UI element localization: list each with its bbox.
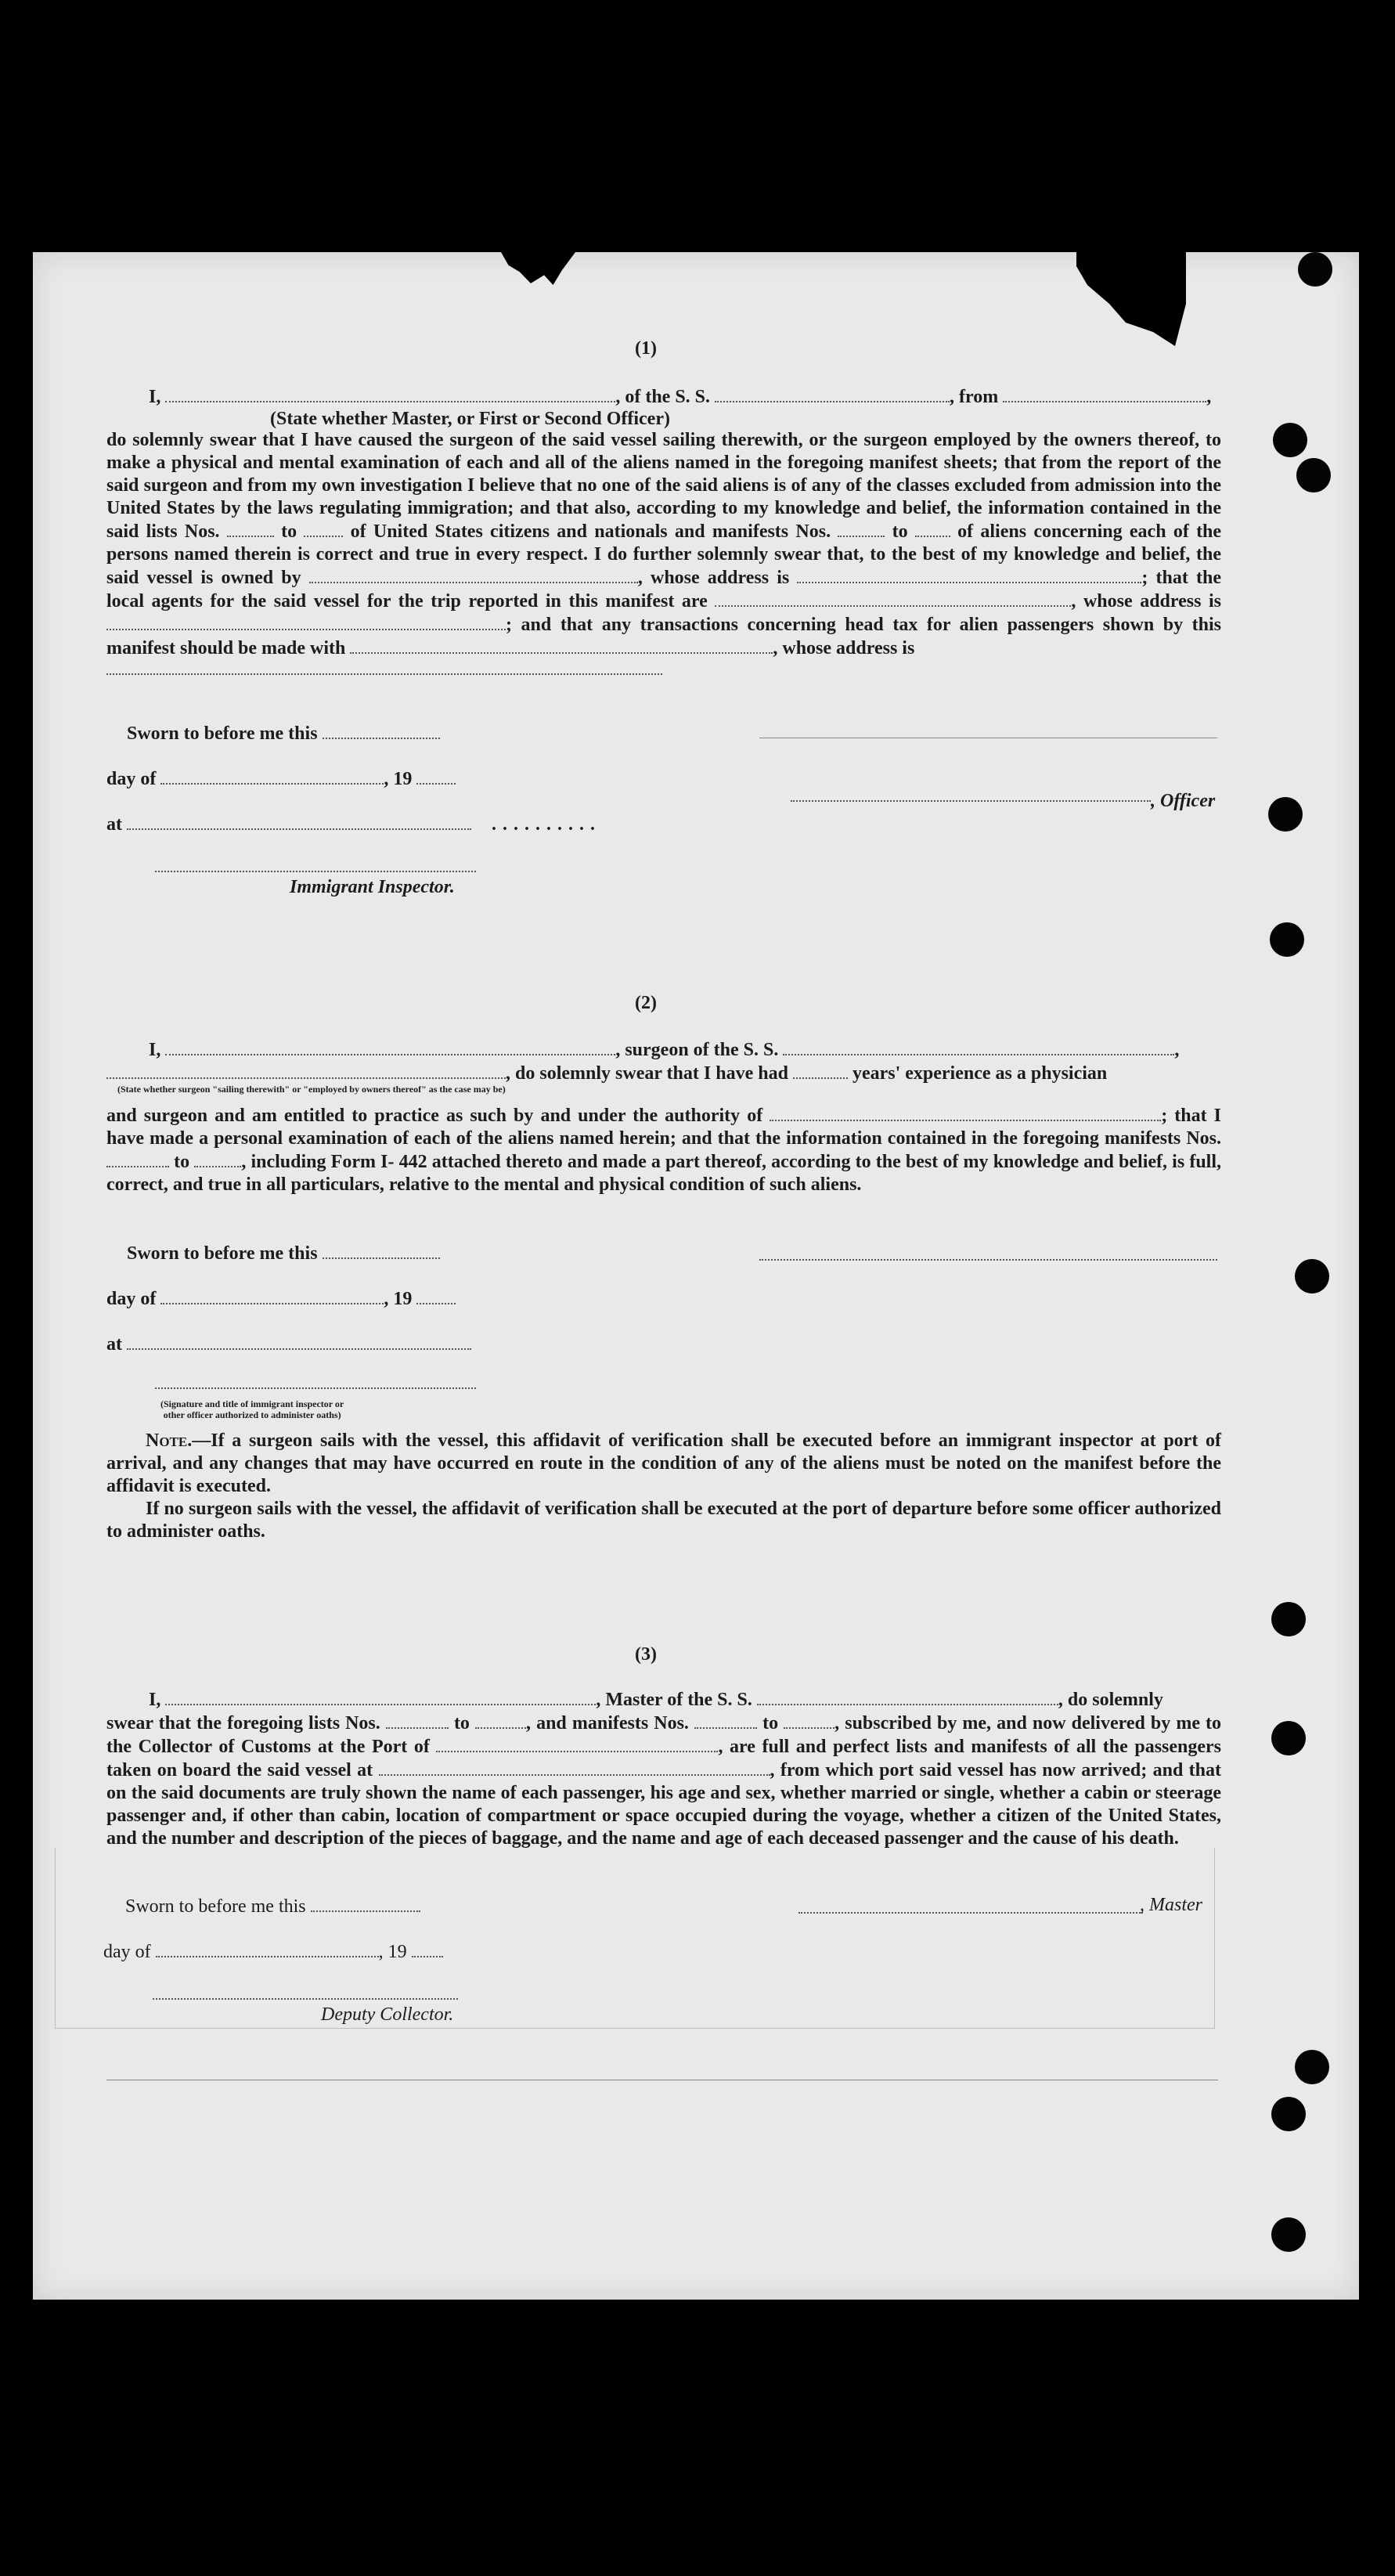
year-field[interactable] — [416, 767, 456, 785]
manifests-to-field[interactable] — [784, 1712, 834, 1729]
deputy-caption: Deputy Collector. — [321, 2004, 454, 2025]
port-field[interactable] — [436, 1735, 718, 1752]
boarding-port-field[interactable] — [379, 1759, 770, 1776]
day-of-field[interactable] — [160, 1287, 384, 1304]
punch-hole — [1271, 1721, 1306, 1755]
punch-hole — [1298, 252, 1332, 287]
head-tax-address-field[interactable] — [106, 673, 662, 675]
deputy-signature-line[interactable] — [153, 1998, 458, 2000]
lists-from-field[interactable] — [227, 520, 274, 537]
year-field[interactable] — [416, 1287, 456, 1304]
punch-hole — [1271, 1602, 1306, 1636]
surgeon-signature-line[interactable] — [759, 1259, 1217, 1261]
section-2-line-1: I, , surgeon of the S. S. , — [149, 1040, 1180, 1060]
note-label: Note. — [146, 1431, 193, 1451]
punch-hole — [1271, 2217, 1306, 2252]
inspector-signature-line[interactable] — [155, 1387, 476, 1389]
punch-hole — [1270, 922, 1304, 957]
master-name-field[interactable] — [165, 1688, 596, 1705]
section-1 — [70, 338, 1221, 359]
officer-name-field[interactable] — [165, 385, 615, 402]
punch-hole — [1295, 2050, 1329, 2084]
surgeon-caption: (State whether surgeon "sailing therewith" or "employed by owners thereof" as the case may be) — [117, 1084, 506, 1095]
at-line: at — [106, 1333, 471, 1355]
section-2-line-2: , do solemnly swear that I have had years' experience as a physician — [106, 1062, 1107, 1084]
officer-signature-line[interactable] — [791, 800, 1151, 802]
day-of-line: day of , 19 — [103, 1940, 443, 1963]
sworn-date-field[interactable] — [323, 722, 440, 739]
officer-caption: (State whether Master, or First or Second Officer) — [270, 409, 670, 429]
surgeon-vessel-field[interactable] — [783, 1038, 1174, 1055]
sworn-line: Sworn to before me this — [127, 1242, 440, 1265]
surgeon-manifests-from-field[interactable] — [106, 1150, 169, 1167]
master-vessel-field[interactable] — [757, 1688, 1058, 1705]
note-paragraph-2: If no surgeon sails with the vessel, the affidavit of verification shall be executed at the port of departure before some officer authorized to administer oaths. — [106, 1499, 1221, 1542]
lists-to-field[interactable] — [475, 1712, 526, 1729]
punch-hole — [1296, 458, 1331, 492]
section-3-line-1: I, , Master of the S. S. , do solemnly — [149, 1690, 1163, 1710]
agents-address-field[interactable] — [106, 613, 506, 630]
officer-label: , Officer — [1151, 791, 1216, 811]
section-3-body: swear that the foregoing lists Nos. to , and manifests Nos. to , subscribed by me, and now delivered by me to the Collector of Customs at the Port of , are full and perfect lists and manifests of all the passengers taken on board the said vessel at , from which port said vessel has now arrived; and that on the said documents are truly shown the name of each passenger, his age and sex, whether married or single, whether a cabin or steerage passenger and, if other than cabin, location of compartment or space occupied during the voyage, whether a citizen of the United States, and the number and description of the pieces of baggage, and the name and age of each deceased passenger and the cause of his death. — [106, 1713, 1222, 1849]
agents-field[interactable] — [715, 590, 1071, 607]
surgeon-manifests-to-field[interactable] — [194, 1150, 241, 1167]
inspector-caption: Immigrant Inspector. — [290, 877, 455, 897]
manifests-to-field[interactable] — [915, 520, 950, 537]
sworn-line: Sworn to before me this — [125, 1895, 420, 1918]
manifests-from-field[interactable] — [694, 1712, 757, 1729]
authority-field[interactable] — [770, 1104, 1161, 1121]
section-number: (1) — [635, 338, 657, 359]
port-from-field[interactable] — [1003, 385, 1206, 402]
section-number: (3) — [635, 1644, 657, 1665]
signature-caption: (Signature and title of immigrant inspector or other officer authorized to administer oaths) — [160, 1398, 344, 1420]
owner-field[interactable] — [309, 566, 638, 583]
punch-hole — [1271, 2097, 1306, 2131]
section-2 — [70, 993, 1221, 1014]
owner-address-field[interactable] — [797, 566, 1141, 583]
punch-hole — [1295, 1259, 1329, 1293]
head-tax-agent-field[interactable] — [350, 637, 773, 654]
section-1-line-1: I, , of the S. S. , from , — [149, 387, 1212, 407]
at-field[interactable] — [127, 1333, 471, 1350]
sworn-date-field[interactable] — [311, 1895, 420, 1912]
sworn-line: Sworn to before me this — [127, 722, 440, 745]
day-of-field[interactable] — [156, 1940, 379, 1957]
section-number: (2) — [635, 993, 657, 1013]
year-field[interactable] — [412, 1940, 443, 1957]
lists-from-field[interactable] — [386, 1712, 449, 1729]
section-2-body: and surgeon and am entitled to practice as such by and under the authority of ; that I have made a personal examination of each of the aliens named herein; and that the information contained in the foregoing manifests Nos. to , including Form I- 442 attached thereto and made a part thereof, according to the best of my knowledge and belief, is full, correct, and true in all particulars, relative to the mental and physical condition of such aliens. — [106, 1106, 1222, 1195]
master-label: , Master — [1140, 1895, 1202, 1915]
surgeon-status-field[interactable] — [106, 1062, 506, 1079]
at-line: at .......... — [106, 814, 601, 835]
manifests-from-field[interactable] — [838, 520, 885, 537]
day-of-field[interactable] — [160, 767, 384, 785]
note-paragraph: Note.—If a surgeon sails with the vessel, this affidavit of verification shall be executed before an immigrant inspector at port of arrival, and any changes that may have occurred en route in the condition of any of the aliens must be noted on the manifest before the affidavit is executed. — [106, 1431, 1221, 1496]
section-1-body: do solemnly swear that I have caused the surgeon of the said vessel sailing therewith, or the surgeon employed by the owners thereof, to make a physical and mental examination of each and all of the aliens named in the foregoing manifest sheets; that from the report of the said surgeon and from my own investigation I believe that no one of the said aliens is of any of the classes excluded from admission into the United States by the laws regulating immigration; and that also, according to my knowledge and belief, the information contained in the said lists Nos. to of United States citizens and nationals and manifests Nos. to of aliens concerning each of the persons named therein is correct and true in every respect. I do further solemnly swear that, to the best of my knowledge and belief, the said vessel is owned by , whose address is ; that the local agents for the said vessel for the trip reported in this manifest are , whose address is ; and that any transactions concerning head tax for alien passengers shown by this manifest should be made with , whose address is — [106, 430, 1222, 658]
punch-hole — [1273, 423, 1307, 457]
surgeon-name-field[interactable] — [165, 1038, 615, 1055]
day-of-line: day of , 19 — [106, 767, 456, 790]
inspector-signature-line[interactable] — [155, 871, 476, 872]
lists-to-field[interactable] — [304, 520, 343, 537]
punch-hole — [1268, 797, 1303, 832]
master-signature-line[interactable] — [798, 1912, 1143, 1914]
section-3 — [70, 1644, 1221, 1665]
page-frame — [55, 1848, 1215, 2029]
day-of-line: day of , 19 — [106, 1287, 456, 1310]
at-field[interactable] — [127, 813, 471, 830]
vessel-name-field[interactable] — [715, 385, 950, 402]
years-field[interactable] — [793, 1062, 848, 1079]
sworn-date-field[interactable] — [323, 1242, 440, 1259]
